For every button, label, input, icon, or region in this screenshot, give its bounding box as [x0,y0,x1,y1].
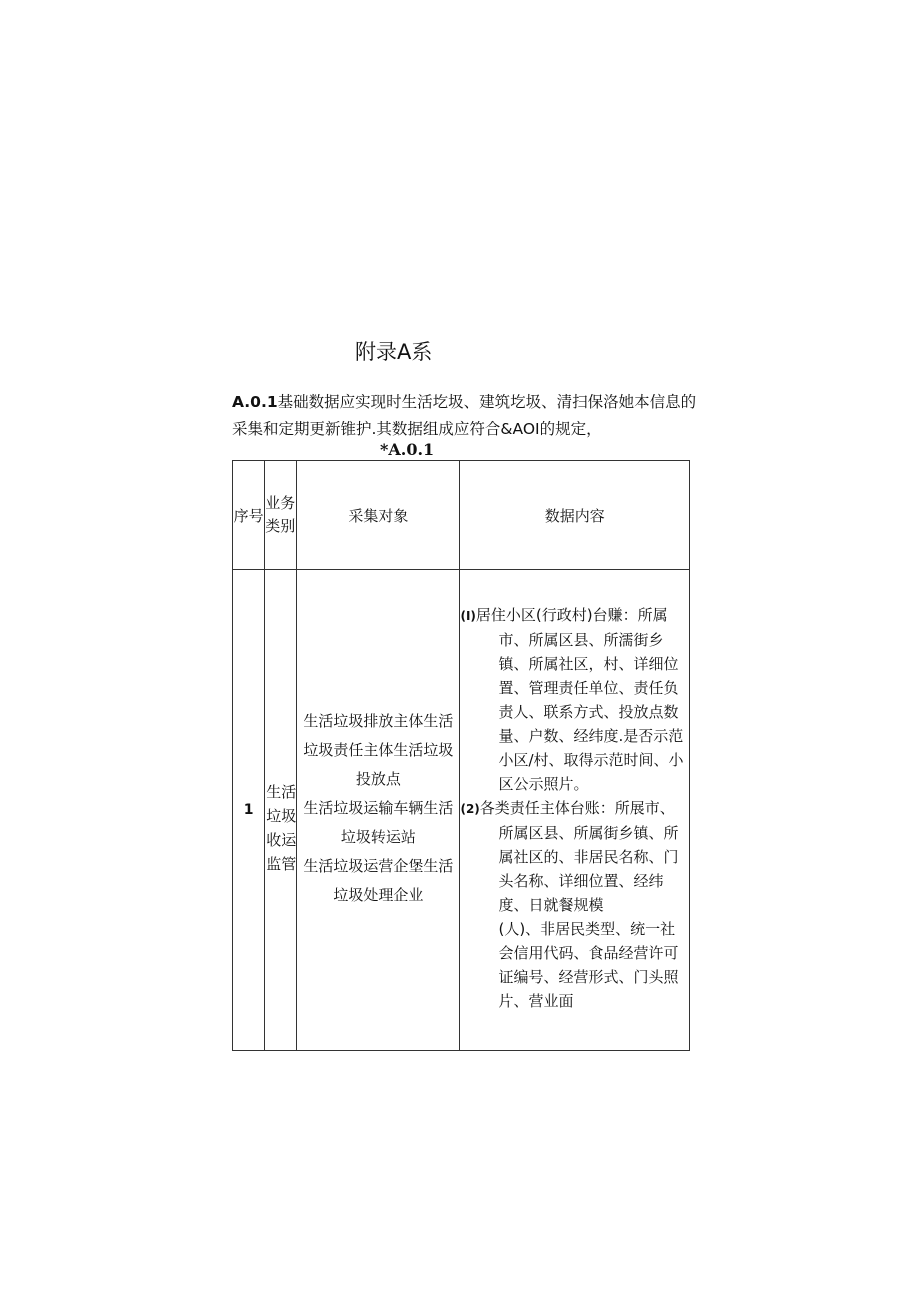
object-line: 生活垃圾排放主体生活垃圾责任主体生活垃圾投放点 [303,711,454,788]
data-table [232,460,690,1051]
data-item-1-body: 市、所属区县、所濡街乡镇、所属社区，村、详细位置、管理责任单位、责任负责人、联系方式、投放点数量、户数、经纬度.是否示范小区/村、取得示范时间、小区公示照片。 [498,631,684,793]
table-caption: *A.0.1 [380,440,435,459]
row-data-content [460,570,690,1051]
object-line: 生活垃圾运营企堡生活垃圾处理企业 [303,856,454,904]
data-item-2-body: 所属区县、所属街乡镇、所属社区的、非居民名称、门头名称、详细位置、经纬度、日就餐规模 [498,824,679,914]
clause-text: 基础数据应实现时生活圪圾、建筑圪圾、清扫保洛她本信息的采集和定期更新锥护.其数据组成应符合&AOI的规定， [232,393,697,438]
item-marker: (2) [460,802,480,816]
row-index: 1 [233,570,265,1051]
data-item-2: (2)各类责任主体台账：所展市、 [460,799,675,817]
row-category: 生活垃圾收运监管 [265,570,297,1051]
clause-number: A.0.1 [232,393,278,411]
data-item-1: (I)居住小区(行政村)台赚：所属 [460,606,668,624]
page-title: 附录A系 [355,340,433,364]
item-marker: (I) [460,609,476,623]
row-objects [297,570,460,1051]
header-objects: 采集对象 [297,461,460,570]
header-index: 序号 [233,461,265,570]
header-category: 业务类别 [265,461,297,570]
table-row [233,570,690,1051]
object-line: 生活垃圾运输车辆生活垃圾转运站 [303,798,454,846]
data-item-2-extra: (人)、非居民类型、统一社会信用代码、食品经营许可证编号、经营形式、门头照片、营业面 [498,920,679,1010]
table-header-row [233,461,690,570]
header-data-content: 数据内容 [460,461,690,570]
intro-paragraph [232,389,702,443]
